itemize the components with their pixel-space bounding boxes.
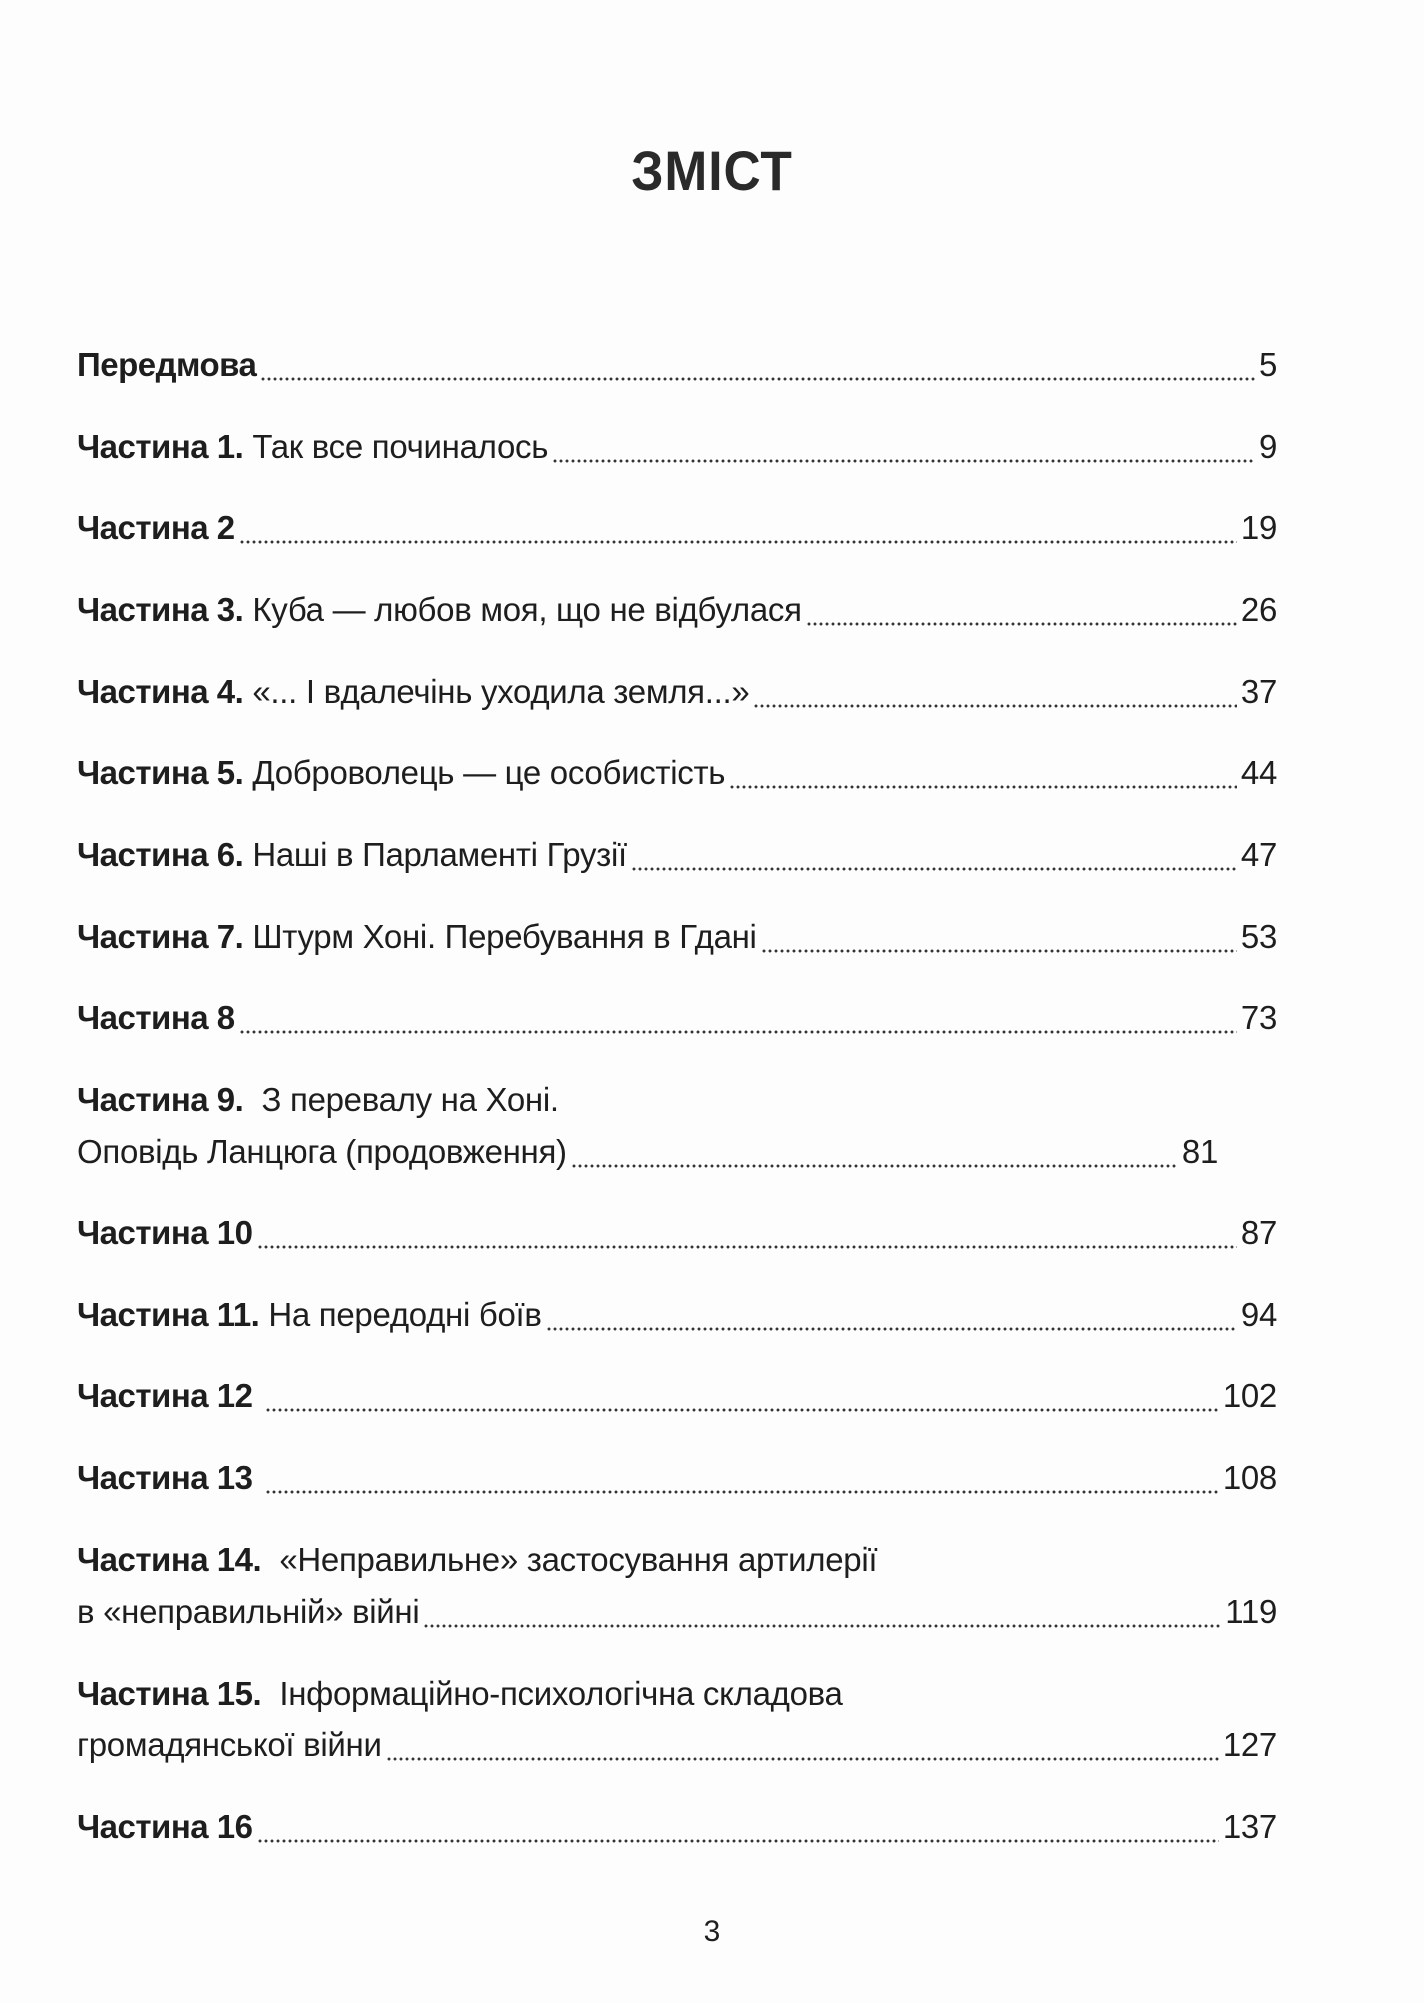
toc-entry-part-14-line-1 bbox=[77, 1540, 877, 1580]
entry-page: 26 bbox=[1240, 591, 1277, 628]
entry-label: Частина 3. bbox=[77, 591, 244, 628]
entry-title: З перевалу на Хоні. bbox=[261, 1081, 559, 1118]
toc-entry-part-10 bbox=[77, 1213, 1277, 1253]
entry-title: Так все починалось bbox=[252, 428, 549, 465]
toc-entry-preface bbox=[77, 345, 1277, 385]
dot-leader bbox=[265, 1458, 1219, 1498]
entry-page: 127 bbox=[1222, 1726, 1277, 1763]
toc-entry-part-1 bbox=[77, 427, 1277, 467]
toc-entry-part-2 bbox=[77, 508, 1277, 548]
entry-page: 102 bbox=[1222, 1377, 1277, 1414]
entry-title-continued: громадянської війни bbox=[77, 1726, 382, 1763]
dot-leader bbox=[753, 672, 1236, 712]
entry-label: Частина 14. bbox=[77, 1541, 262, 1578]
entry-page: 53 bbox=[1240, 918, 1277, 955]
toc-entry-part-15-line-2 bbox=[77, 1725, 1277, 1765]
entry-page: 137 bbox=[1222, 1808, 1277, 1845]
entry-page: 9 bbox=[1258, 428, 1277, 465]
dot-leader bbox=[552, 427, 1255, 467]
entry-title: «... І вдалечінь уходила земля...» bbox=[252, 673, 750, 710]
toc-entry-part-5 bbox=[77, 753, 1277, 793]
entry-page: 108 bbox=[1222, 1459, 1277, 1496]
toc-entry-part-4 bbox=[77, 672, 1277, 712]
toc-entry-part-15-line-1 bbox=[77, 1674, 843, 1714]
dot-leader bbox=[260, 345, 1255, 385]
dot-leader bbox=[571, 1132, 1178, 1172]
entry-title-continued: в «неправильній» війні bbox=[77, 1593, 420, 1630]
dot-leader bbox=[239, 998, 1237, 1038]
toc-entry-part-9-line-2 bbox=[77, 1132, 1218, 1172]
dot-leader bbox=[546, 1295, 1237, 1335]
entry-label: Передмова bbox=[77, 346, 257, 383]
dot-leader bbox=[761, 917, 1237, 957]
entry-page: 5 bbox=[1258, 346, 1277, 383]
dot-leader bbox=[631, 835, 1237, 875]
page-title: ЗМІСТ bbox=[631, 139, 793, 202]
toc-entry-part-6 bbox=[77, 835, 1277, 875]
toc-entry-part-9-line-1 bbox=[77, 1080, 559, 1120]
entry-title: «Неправильне» застосування артилерії bbox=[279, 1541, 878, 1578]
entry-page: 119 bbox=[1225, 1593, 1277, 1630]
toc-entry-part-11 bbox=[77, 1295, 1277, 1335]
entry-page: 94 bbox=[1240, 1296, 1277, 1333]
entry-label: Частина 13 bbox=[77, 1459, 253, 1496]
toc-entry-part-12 bbox=[77, 1376, 1277, 1416]
toc-entry-part-16 bbox=[77, 1807, 1277, 1847]
dot-leader bbox=[239, 508, 1237, 548]
dot-leader bbox=[257, 1213, 1237, 1253]
entry-page: 19 bbox=[1240, 509, 1277, 546]
entry-label: Частина 16 bbox=[77, 1808, 253, 1845]
entry-title: Штурм Хоні. Перебування в Гдані bbox=[252, 918, 757, 955]
entry-label: Частина 8 bbox=[77, 999, 235, 1036]
dot-leader bbox=[386, 1725, 1219, 1765]
toc-entry-part-8 bbox=[77, 998, 1277, 1038]
entry-label: Частина 11. bbox=[77, 1296, 260, 1333]
entry-label: Частина 4. bbox=[77, 673, 244, 710]
entry-label: Частина 7. bbox=[77, 918, 244, 955]
dot-leader bbox=[257, 1807, 1219, 1847]
toc-entry-part-13 bbox=[77, 1458, 1277, 1498]
entry-title: На передодні боїв bbox=[268, 1296, 542, 1333]
dot-leader bbox=[729, 753, 1237, 793]
entry-page: 47 bbox=[1240, 836, 1277, 873]
toc-entry-part-3 bbox=[77, 590, 1277, 630]
entry-label: Частина 6. bbox=[77, 836, 244, 873]
entry-title-continued: Оповідь Ланцюга (продовження) bbox=[77, 1133, 567, 1170]
dot-leader bbox=[265, 1376, 1219, 1416]
page-number: 3 bbox=[703, 1915, 721, 1948]
entry-page: 81 bbox=[1181, 1133, 1218, 1170]
entry-label: Частина 2 bbox=[77, 509, 235, 546]
entry-title: Доброволець — це особистість bbox=[252, 754, 726, 791]
entry-label: Частина 1. bbox=[77, 428, 244, 465]
dot-leader bbox=[806, 590, 1237, 630]
entry-title: Наші в Парламенті Грузії bbox=[252, 836, 627, 873]
entry-page: 87 bbox=[1240, 1214, 1277, 1251]
entry-label: Частина 5. bbox=[77, 754, 244, 791]
entry-title: Куба — любов моя, що не відбулася bbox=[252, 591, 802, 628]
entry-page: 44 bbox=[1240, 754, 1277, 791]
entry-label: Частина 15. bbox=[77, 1675, 262, 1712]
entry-label: Частина 12 bbox=[77, 1377, 253, 1414]
entry-label: Частина 9. bbox=[77, 1081, 244, 1118]
dot-leader bbox=[423, 1592, 1221, 1632]
entry-label: Частина 10 bbox=[77, 1214, 253, 1251]
entry-title: Інформаційно-психологічна складова bbox=[279, 1675, 843, 1712]
entry-page: 73 bbox=[1240, 999, 1277, 1036]
entry-page: 37 bbox=[1240, 673, 1277, 710]
toc-entry-part-7 bbox=[77, 917, 1277, 957]
toc-entry-part-14-line-2 bbox=[77, 1592, 1277, 1632]
